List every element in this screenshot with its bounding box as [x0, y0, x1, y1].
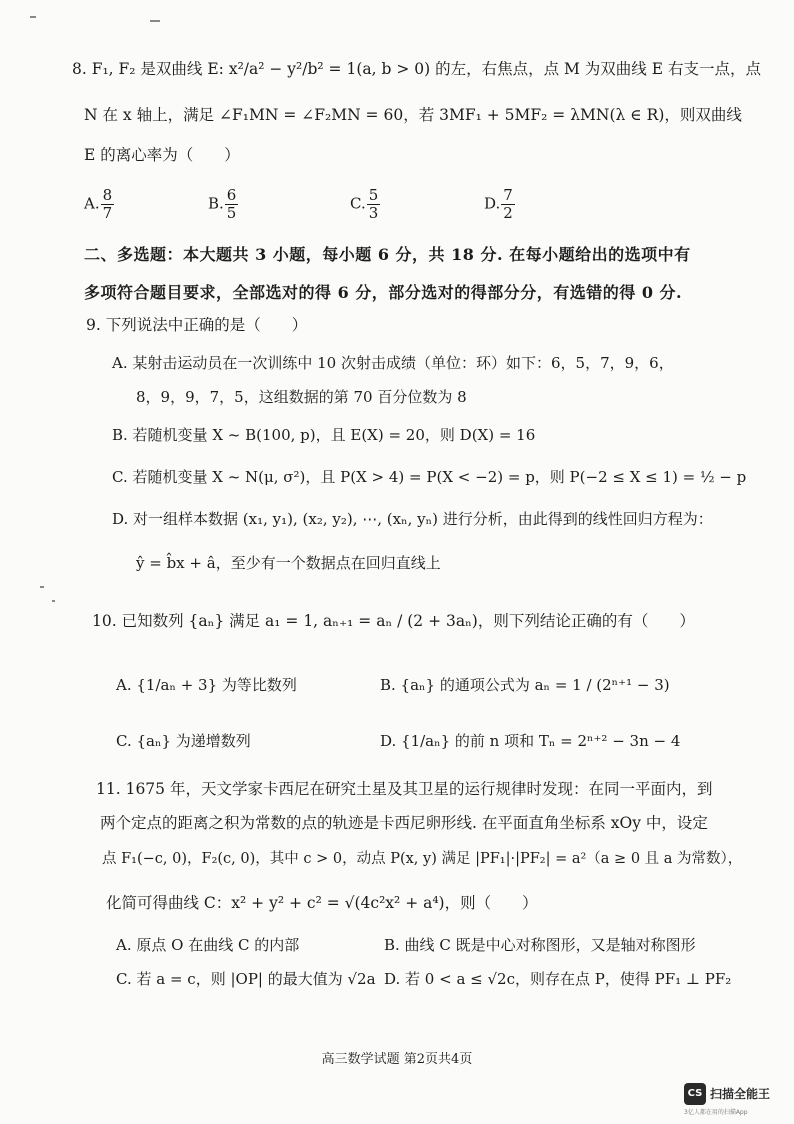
q8-line1: 8. F₁, F₂ 是双曲线 E: x²/a² − y²/b² = 1(a, b > 0) 的左，右焦点，点 M 为双曲线 E 右支一点，点: [72, 60, 761, 78]
q10-stem: 10. 已知数列 {aₙ} 满足 a₁ = 1, aₙ₊₁ = aₙ / (2 + 3aₙ)，则下列结论正确的有（ ）: [92, 612, 695, 630]
q11-line2: 两个定点的距离之积为常数的点的轨迹是卡西尼卵形线. 在平面直角坐标系 xOy 中，设定: [100, 814, 708, 832]
fraction: $\frac{8}{7}$: [102, 186, 113, 222]
q9-option-d-line2: ŷ = b̂x + â，至少有一个数据点在回归直线上: [136, 554, 441, 572]
fraction: $\frac{6}{5}$: [226, 186, 237, 222]
q11-line1: 11. 1675 年，天文学家卡西尼在研究土星及其卫星的运行规律时发现：在同一平面内，到: [96, 780, 713, 798]
option-label: A.: [84, 194, 100, 213]
q8-option-d: [484, 188, 516, 221]
page-footer: 高三数学试题 第2页共4页: [321, 1052, 473, 1067]
q11-line4: 化简可得曲线 C：x² + y² + c² = √(4c²x² + a⁴)，则（ ）: [106, 894, 538, 912]
q8-option-c: [350, 188, 381, 221]
fraction: $\frac{5}{3}$: [368, 186, 379, 222]
scanner-watermark: [684, 1083, 790, 1115]
q11-line3: 点 F₁(−c, 0)，F₂(c, 0)，其中 c > 0，动点 P(x, y) 满足 |PF₁|·|PF₂| = a²（a ≥ 0 且 a 为常数），: [102, 851, 743, 867]
camscanner-logo-icon: CS: [684, 1083, 706, 1105]
q9-option-b: B. 若随机变量 X ~ B(100, p)，且 E(X) = 20，则 D(X) = 16: [112, 426, 536, 444]
q11-option-a: A. 原点 O 在曲线 C 的内部: [116, 936, 300, 954]
q11-option-c: C. 若 a = c，则 |OP| 的最大值为 √2a: [116, 970, 376, 988]
option-label: D.: [484, 194, 501, 213]
q9-option-d-line1: D. 对一组样本数据 (x₁, y₁), (x₂, y₂), ⋯, (xₙ, yₙ) 进行分析，由此得到的线性回归方程为：: [112, 510, 713, 528]
q9-stem: 9. 下列说法中正确的是（ ）: [86, 316, 308, 334]
section2-heading-line2: 多项符合题目要求，全部选对的得 6 分，部分选对的得部分分，有选错的得 0 分.: [84, 283, 683, 302]
option-label: B.: [208, 194, 224, 213]
watermark-subtitle: 3亿人都在用的扫描App: [684, 1109, 748, 1116]
q10-option-a: A. {1/aₙ + 3} 为等比数列: [116, 676, 297, 694]
q10-option-c: C. {aₙ} 为递增数列: [116, 732, 251, 750]
q11-option-d: D. 若 0 < a ≤ √2c，则存在点 P，使得 PF₁ ⊥ PF₂: [384, 970, 732, 988]
q9-option-a-line2: 8，9，9，7，5，这组数据的第 70 百分位数为 8: [136, 388, 467, 406]
q8-line2: N 在 x 轴上，满足 ∠F₁MN = ∠F₂MN = 60，若 3MF₁ + 5MF₂ = λMN(λ ∈ R)，则双曲线: [84, 106, 742, 124]
scan-speck: [40, 586, 44, 588]
q8-option-a: [84, 188, 115, 221]
scan-speck: [52, 600, 55, 602]
q10-option-b: B. {aₙ} 的通项公式为 aₙ = 1 / (2ⁿ⁺¹ − 3): [380, 676, 670, 694]
q11-option-b: B. 曲线 C 既是中心对称图形，又是轴对称图形: [384, 936, 696, 954]
q9-option-c: C. 若随机变量 X ~ N(μ, σ²)，且 P(X > 4) = P(X < −2) = p，则 P(−2 ≤ X ≤ 1) = ½ − p: [112, 468, 747, 486]
scan-speck: [30, 16, 36, 18]
option-label: C.: [350, 194, 366, 213]
q10-option-d: D. {1/aₙ} 的前 n 项和 Tₙ = 2ⁿ⁺² − 3n − 4: [380, 732, 681, 750]
q8-option-b: [208, 188, 239, 221]
q8-line3: E 的离心率为（ ）: [84, 146, 240, 164]
scan-speck: [150, 20, 160, 22]
section2-heading-line1: 二、多选题：本大题共 3 小题，每小题 6 分，共 18 分. 在每小题给出的选项中有: [84, 245, 691, 264]
q9-option-a-line1: A. 某射击运动员在一次训练中 10 次射击成绩（单位：环）如下：6，5，7，9，6，: [112, 354, 674, 372]
fraction: $\frac{7}{2}$: [503, 186, 513, 222]
watermark-title: 扫描全能王: [710, 1087, 771, 1101]
